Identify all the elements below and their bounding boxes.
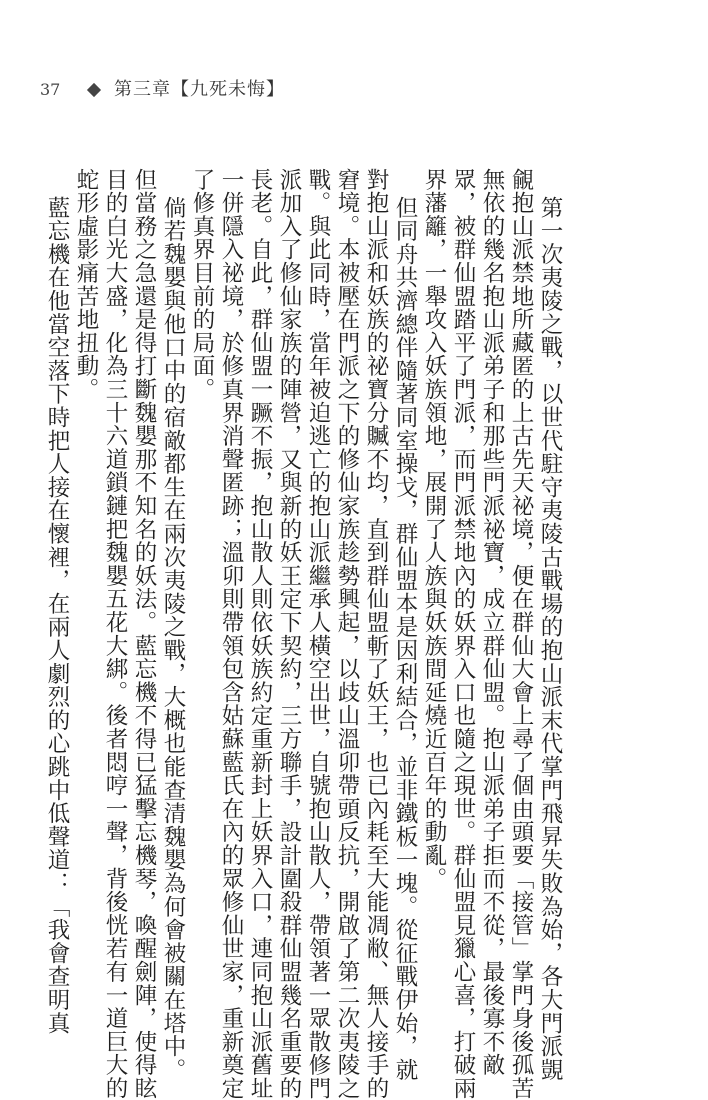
text-column: 但當務之急還是得打斷魏嬰那不知名的妖法。藍忘機不得已猛擊忘機琴，喚醒劍陣，使得眩 <box>131 168 157 1100</box>
text-column: 窘境。本被壓在門派之下的修仙家族趁勢興起，以歧山溫卯帶頭反抗，開啟了第二次夷陵之 <box>334 168 360 1100</box>
text-column: 派加入了修仙家族的陣營，又與新的妖王定下契約，三方聯手，設計圍殺群仙盟幾名重要的 <box>276 168 302 1100</box>
text-column: 一併隱入祕境，於修真界消聲匿跡；溫卯則帶領包含姑蘇藍氏在內的眾修仙世家，重新奠定 <box>218 168 244 1100</box>
text-column: 無依的幾名抱山派弟子和那些門派祕寶，成立群仙盟。抱山派弟子拒而不從，最後寡不敵 <box>479 168 505 1077</box>
text-column: 但同舟共濟總伴隨著同室操戈，群仙盟本是因利結合，並非鐵板一塊。從征戰伊始，就 <box>392 196 418 1082</box>
text-column: 藍忘機在他當空落下時把人接在懷裡，在兩人劇烈的心跳中低聲道：「我會查明真 <box>44 196 70 1035</box>
text-column: 眾，被群仙盟踏平了門派，而門派禁地內的妖界入口也隨之現世。群仙盟見獵心喜，打破兩 <box>450 168 476 1100</box>
page-number: 37 <box>40 80 61 99</box>
text-column: 蛇形虛影痛苦地扭動。 <box>73 168 99 401</box>
text-column: 覦抱山派禁地所藏匿的上古先天祕境，便在群仙大會上尋了個由頭要「接管」掌門身後孤苦 <box>508 168 534 1100</box>
text-column: 戰。與此同時，當年被迫逃亡的抱山派繼承人橫空出世，自號抱山散人，帶領著一眾散修門 <box>305 168 331 1100</box>
text-column: 了修真界目前的局面。 <box>189 168 215 401</box>
text-column: 界藩籬，一舉攻入妖族領地，展開了人族與妖族間延燒近百年的動亂。 <box>421 168 447 891</box>
chapter-title: 第三章【九死未悔】 <box>114 79 285 100</box>
text-column: 倘若魏嬰與他口中的宿敵都生在兩次夷陵之戰，大概也能查清魏嬰為何會被關在塔中。 <box>160 196 186 1082</box>
text-column: 目的白光大盛，化為三十六道鎖鏈把魏嬰五花大綁。後者悶哼一聲，背後恍若有一道巨大的 <box>102 168 128 1100</box>
text-column: 第一次夷陵之戰，以世代駐守夷陵古戰場的抱山派末代掌門飛昇失敗為始，各大門派覬 <box>537 196 563 1082</box>
text-column: 長老。自此，群仙盟一蹶不振，抱山散人則依妖族約定重新封上妖界入口，連同抱山派舊址 <box>247 168 273 1100</box>
text-column: 對抱山派和妖族的祕寶分贓不均，直到群仙盟斬了妖王，也已內耗至大能凋敝、無人接手的 <box>363 168 389 1100</box>
